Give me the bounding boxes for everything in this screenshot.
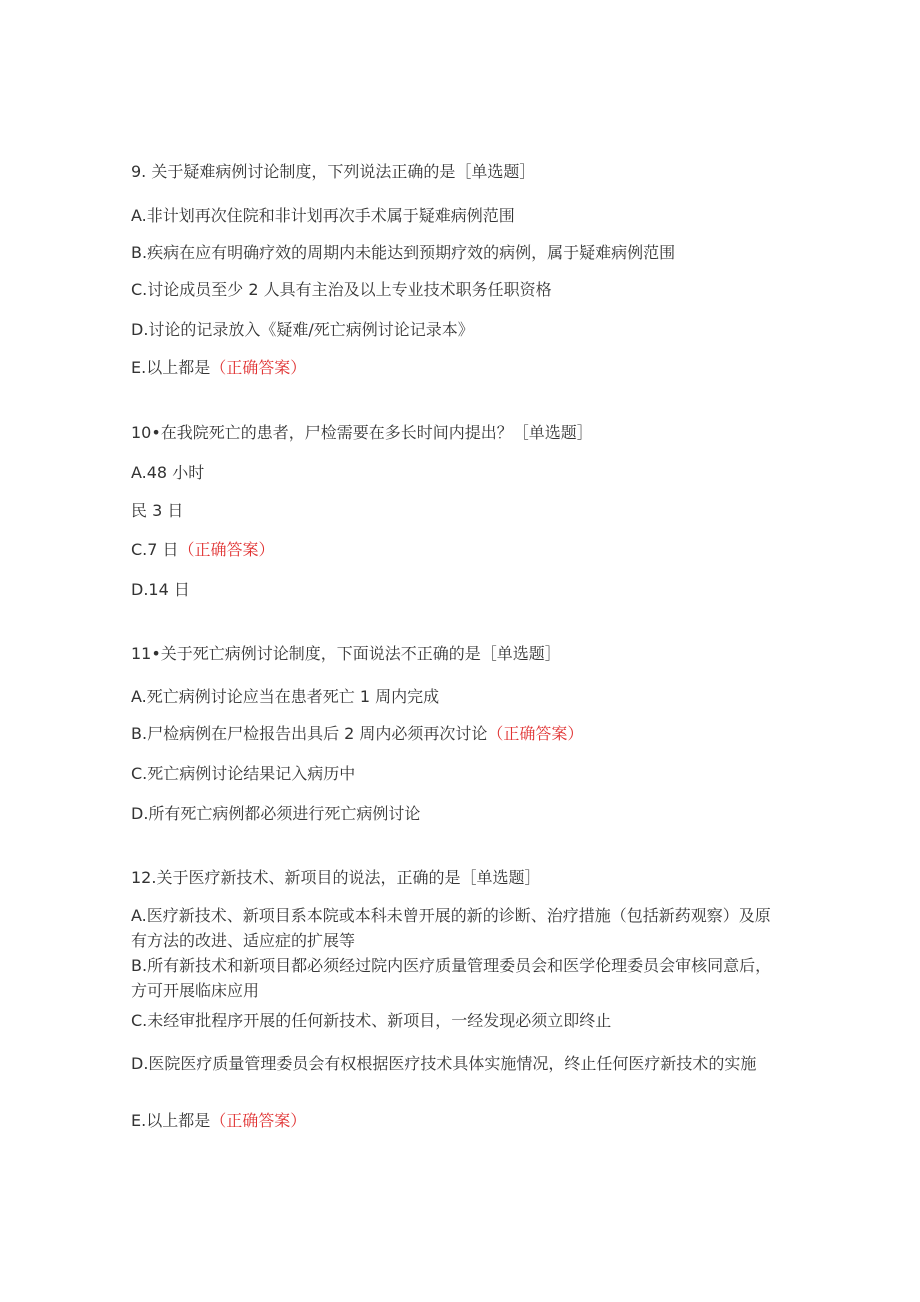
question-11-option-d bbox=[131, 804, 420, 824]
correct-answer-mark: （正确答案） bbox=[487, 724, 584, 743]
question-12-option-d bbox=[131, 1051, 781, 1076]
question-9-option-b bbox=[131, 243, 675, 263]
question-12-option-a bbox=[131, 903, 781, 953]
question-10-option-b bbox=[131, 501, 183, 521]
option-text: B.所有新技术和新项目都必须经过院内医疗质量管理委员会和医学伦理委员会审核同意后，方可开展临床应用 bbox=[131, 956, 772, 1000]
option-text: A.医疗新技术、新项目系本院或本科未曾开展的新的诊断、治疗措施（包括新药观察）及原有方法的改进、适应症的扩展等 bbox=[131, 906, 771, 950]
question-11-option-b bbox=[131, 724, 583, 744]
option-text: E.以上都是 bbox=[131, 1111, 211, 1130]
question-10-option-a bbox=[131, 463, 204, 483]
option-text: B.尸检病例在尸检报告出具后 2 周内必须再次讨论 bbox=[131, 724, 488, 743]
question-11-option-a bbox=[131, 687, 439, 707]
question-9-option-d bbox=[131, 320, 474, 340]
question-10-stem: 10•在我院死亡的患者，尸检需要在多长时间内提出？［单选题］ bbox=[131, 423, 593, 442]
option-text: B.疾病在应有明确疗效的周期内未能达到预期疗效的病例，属于疑难病例范围 bbox=[131, 243, 676, 262]
question-10-option-c bbox=[131, 540, 275, 560]
question-11-stem: 11•关于死亡病例讨论制度，下面说法不正确的是［单选题］ bbox=[131, 644, 561, 663]
option-text: 民 3 日 bbox=[131, 501, 184, 520]
option-text: C.死亡病例讨论结果记入病历中 bbox=[131, 764, 356, 783]
correct-answer-mark: （正确答案） bbox=[178, 540, 275, 559]
option-text: C.未经审批程序开展的任何新技术、新项目，一经发现必须立即终止 bbox=[131, 1011, 612, 1030]
option-text: E.以上都是 bbox=[131, 358, 211, 377]
option-text: D.14 日 bbox=[131, 580, 190, 599]
option-text: A.死亡病例讨论应当在患者死亡 1 周内完成 bbox=[131, 687, 440, 706]
option-text: A.非计划再次住院和非计划再次手术属于疑难病例范围 bbox=[131, 206, 515, 225]
option-text: D.医院医疗质量管理委员会有权根据医疗技术具体实施情况，终止任何医疗新技术的实施 bbox=[131, 1054, 757, 1073]
question-12-option-b bbox=[131, 953, 781, 1003]
question-9-option-c bbox=[131, 280, 552, 300]
option-text: D.所有死亡病例都必须进行死亡病例讨论 bbox=[131, 804, 421, 823]
question-9-option-e bbox=[131, 358, 306, 378]
option-text: C.7 日 bbox=[131, 540, 179, 559]
option-text: D.讨论的记录放入《疑难/死亡病例讨论记录本》 bbox=[131, 320, 474, 339]
option-text: A.48 小时 bbox=[131, 463, 205, 482]
question-11-option-c bbox=[131, 764, 355, 784]
question-12-option-e bbox=[131, 1111, 306, 1131]
question-10-option-d bbox=[131, 580, 190, 600]
option-text: C.讨论成员至少 2 人具有主治及以上专业技术职务任职资格 bbox=[131, 280, 552, 299]
correct-answer-mark: （正确答案） bbox=[210, 358, 307, 377]
question-12-option-c bbox=[131, 1011, 611, 1031]
question-12-stem: 12.关于医疗新技术、新项目的说法，正确的是［单选题］ bbox=[131, 868, 541, 887]
question-9-option-a bbox=[131, 206, 515, 226]
correct-answer-mark: （正确答案） bbox=[210, 1111, 307, 1130]
question-9-stem: 9. 关于疑难病例讨论制度，下列说法正确的是［单选题］ bbox=[131, 162, 536, 181]
